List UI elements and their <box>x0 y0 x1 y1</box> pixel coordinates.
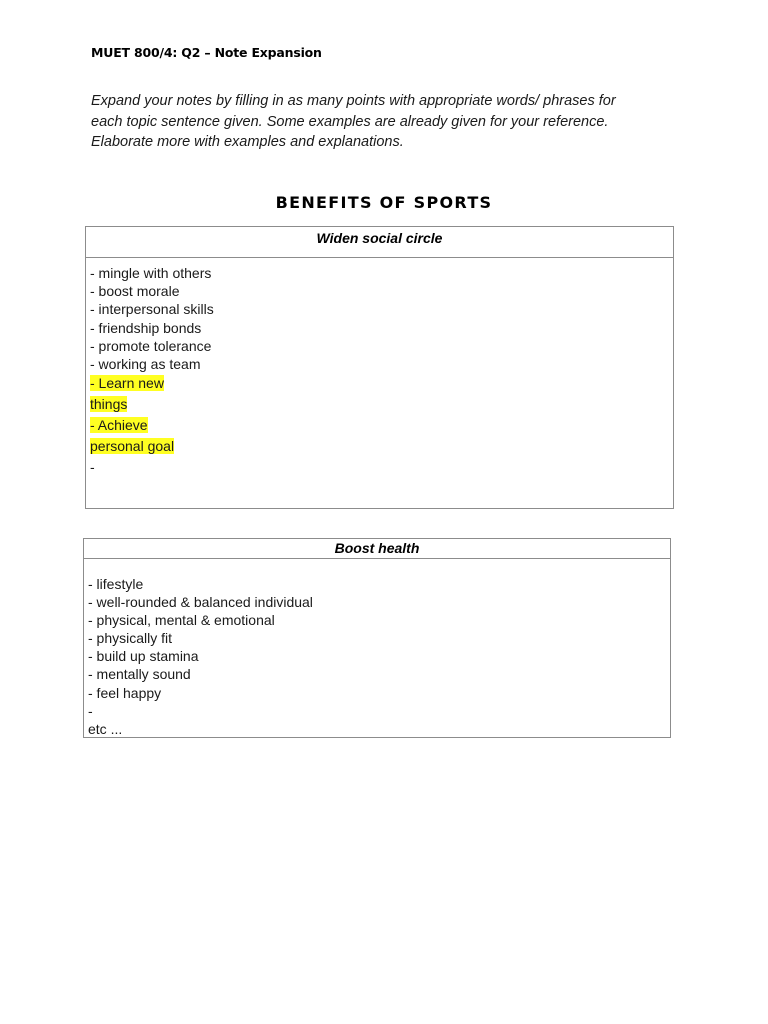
note-item: - physically fit <box>88 630 173 647</box>
section-heading: Boost health <box>84 539 670 559</box>
note-item: - mingle with others <box>90 265 212 281</box>
note-item: - friendship bonds <box>90 319 202 336</box>
highlighted-note-line <box>90 373 673 394</box>
highlighted-note-line <box>90 415 673 436</box>
note-item: - physical, mental & emotional <box>88 612 275 629</box>
note-item: - <box>88 702 93 719</box>
highlighted-text: - Achieve <box>90 417 148 434</box>
highlighted-note-line <box>90 436 673 457</box>
note-item: - build up stamina <box>88 648 199 665</box>
section-heading: Widen social circle <box>86 227 673 258</box>
note-item: - promote tolerance <box>90 337 212 354</box>
instruction-line: Elaborate more with examples and explanations. <box>91 134 404 150</box>
document-title: BENEFITS OF SPORTS <box>275 193 493 212</box>
note-item: etc ... <box>88 720 123 737</box>
section-notes <box>86 258 673 478</box>
highlighted-text: personal goal <box>90 438 175 455</box>
section-notes <box>84 559 670 738</box>
note-item: - mentally sound <box>88 666 191 683</box>
section-box-health <box>83 538 671 738</box>
instruction-line: Expand your notes by filling in as many points with appropriate words/ phrases for <box>91 93 616 109</box>
highlighted-note-line <box>90 394 673 415</box>
instructions <box>91 91 671 153</box>
section-box-social <box>85 226 674 509</box>
highlighted-text: - Learn new <box>90 375 164 392</box>
highlighted-text: things <box>90 396 128 413</box>
note-item: - working as team <box>90 355 201 372</box>
note-item: - well-rounded & balanced individual <box>88 594 313 611</box>
note-item: - lifestyle <box>88 576 144 592</box>
note-item: - interpersonal skills <box>90 301 214 318</box>
note-item: - feel happy <box>88 684 162 701</box>
document-header: MUET 800/4: Q2 – Note Expansion <box>91 45 322 60</box>
note-item: - boost morale <box>90 283 180 300</box>
instruction-line: each topic sentence given. Some examples are already given for your reference. <box>91 113 609 130</box>
note-item: - <box>90 459 95 476</box>
